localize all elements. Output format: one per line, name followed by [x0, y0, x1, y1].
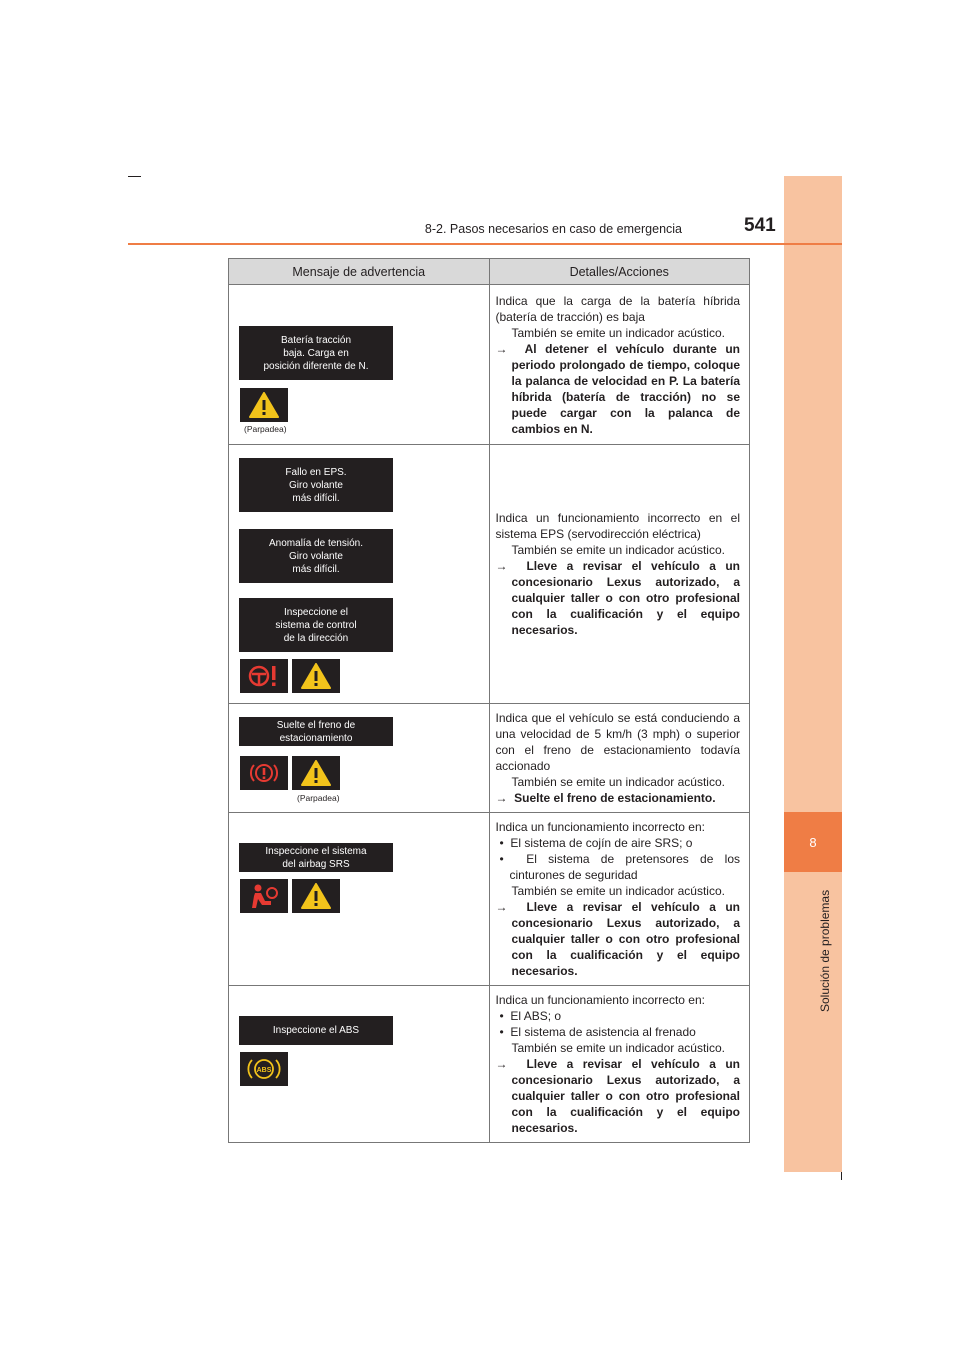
master-warning-icon	[292, 756, 340, 790]
srs-airbag-icon	[240, 879, 288, 913]
flashing-note: (Parpadea)	[297, 793, 340, 803]
warning-table	[228, 258, 750, 1143]
chapter-number: 8	[809, 834, 817, 850]
chapter-title: Solución de problemas	[818, 889, 832, 1012]
master-warning-icon	[292, 659, 340, 693]
flashing-note: (Parpadea)	[244, 424, 287, 434]
warning-message-display: Inspeccione el sistema de control de la dirección	[239, 598, 393, 652]
details-cell	[489, 285, 750, 445]
bullet-text: El sistema de cojín de aire SRS; o	[510, 836, 693, 850]
master-warning-icon	[292, 879, 340, 913]
beep-note: También se emite un indicador acústico.	[511, 775, 725, 789]
beep-note: También se emite un indicador acústico.	[511, 325, 725, 340]
description-text: Indica un funcionamiento incorrecto en el sistema EPS (servodirección eléctrica)	[495, 511, 740, 541]
action-label: Lleve a revisar el vehículo a un concesionario Lexus autorizado, a cualquier taller o con otro profesional con la cualificación y el equipo necesarios.	[511, 1057, 740, 1135]
bullet-text: El sistema de asistencia al frenado	[510, 1025, 696, 1039]
chapter-number-tab	[784, 812, 842, 872]
warning-message-display: Anomalía de tensión. Giro volante más difícil.	[239, 529, 393, 583]
details-cell	[489, 986, 750, 1143]
arrow-icon: →	[495, 559, 508, 573]
table-row	[229, 445, 750, 704]
action-text	[496, 558, 741, 638]
warning-message-display: Fallo en EPS. Giro volante más difícil.	[239, 458, 393, 512]
list-item	[496, 851, 741, 883]
col-header-details: Detalles/Acciones	[489, 259, 750, 285]
details-cell	[489, 704, 750, 813]
bullet-icon: •	[499, 1009, 504, 1023]
message-cell	[229, 445, 490, 704]
eps-warning-icon	[240, 659, 288, 693]
parking-brake-icon	[240, 756, 288, 790]
action-text	[496, 790, 741, 806]
table-row	[229, 986, 750, 1143]
beep-note: También se emite un indicador acústico.	[511, 884, 725, 898]
arrow-icon: →	[495, 900, 508, 914]
abs-icon	[240, 1052, 288, 1086]
master-warning-icon	[240, 388, 288, 422]
bullet-icon: •	[499, 1025, 504, 1039]
details-cell	[489, 813, 750, 986]
arrow-icon: →	[495, 1057, 508, 1071]
action-label: Lleve a revisar el vehículo a un concesionario Lexus autorizado, a cualquier taller o con otro profesional con la cualificación y el equipo necesarios.	[511, 559, 740, 637]
chapter-title-vertical	[803, 882, 832, 1082]
list-item	[496, 1008, 741, 1024]
message-cell	[229, 704, 490, 813]
list-item	[496, 835, 741, 851]
description-text: Indica un funcionamiento incorrecto en:	[495, 820, 705, 834]
abs-icon-label: ABS	[256, 1067, 272, 1074]
header-rule	[128, 243, 842, 245]
warning-message-display: Batería tracción baja. Carga en posición diferente de N.	[239, 326, 393, 380]
action-label: Lleve a revisar el vehículo a un concesionario Lexus autorizado, a cualquier taller o con otro profesional con la cualificación y el equipo necesarios.	[511, 900, 740, 978]
details-cell	[489, 445, 750, 704]
page-number: 541	[744, 215, 776, 236]
warning-message-display: Inspeccione el sistema del airbag SRS	[239, 843, 393, 872]
arrow-icon: →	[495, 791, 508, 805]
arrow-icon: →	[495, 341, 508, 356]
col-header-message: Mensaje de advertencia	[229, 259, 490, 285]
action-text	[496, 899, 741, 979]
warning-message-display: Inspeccione el ABS	[239, 1016, 393, 1045]
beep-note: También se emite un indicador acústico.	[511, 1041, 725, 1055]
message-cell	[229, 285, 490, 445]
bullet-text: El sistema de pretensores de los cinturones de seguridad	[509, 852, 741, 882]
table-row	[229, 285, 750, 445]
warning-message-display: Suelte el freno de estacionamiento	[239, 717, 393, 746]
list-item	[496, 1024, 741, 1040]
description-text: Indica un funcionamiento incorrecto en:	[495, 993, 705, 1007]
bullet-icon: •	[499, 852, 504, 866]
crop-mark	[128, 176, 141, 177]
bullet-text: El ABS; o	[510, 1009, 562, 1023]
description-text: Indica que la carga de la batería híbrida (batería de tracción) es baja	[495, 293, 740, 324]
action-label: Suelte el freno de estacionamiento.	[514, 791, 716, 805]
description-text: Indica que el vehículo se está conduciendo a una velocidad de 5 km/h (3 mph) o superior con el freno de estacionamiento todavía accionado	[495, 711, 740, 773]
action-text	[496, 341, 741, 437]
table-row	[229, 704, 750, 813]
beep-note: También se emite un indicador acústico.	[511, 543, 725, 557]
action-label: Al detener el vehículo durante un periodo prolongado de tiempo, coloque la palanca de velocidad en P. La batería híbrida (batería de tracción) no se puede cargar con la palanca de cambios en N.	[511, 341, 741, 436]
message-cell	[229, 986, 490, 1143]
message-cell	[229, 813, 490, 986]
table-row	[229, 813, 750, 986]
action-text	[496, 1056, 741, 1136]
section-title: 8-2. Pasos necesarios en caso de emergencia	[424, 222, 682, 236]
bullet-icon: •	[499, 836, 504, 850]
